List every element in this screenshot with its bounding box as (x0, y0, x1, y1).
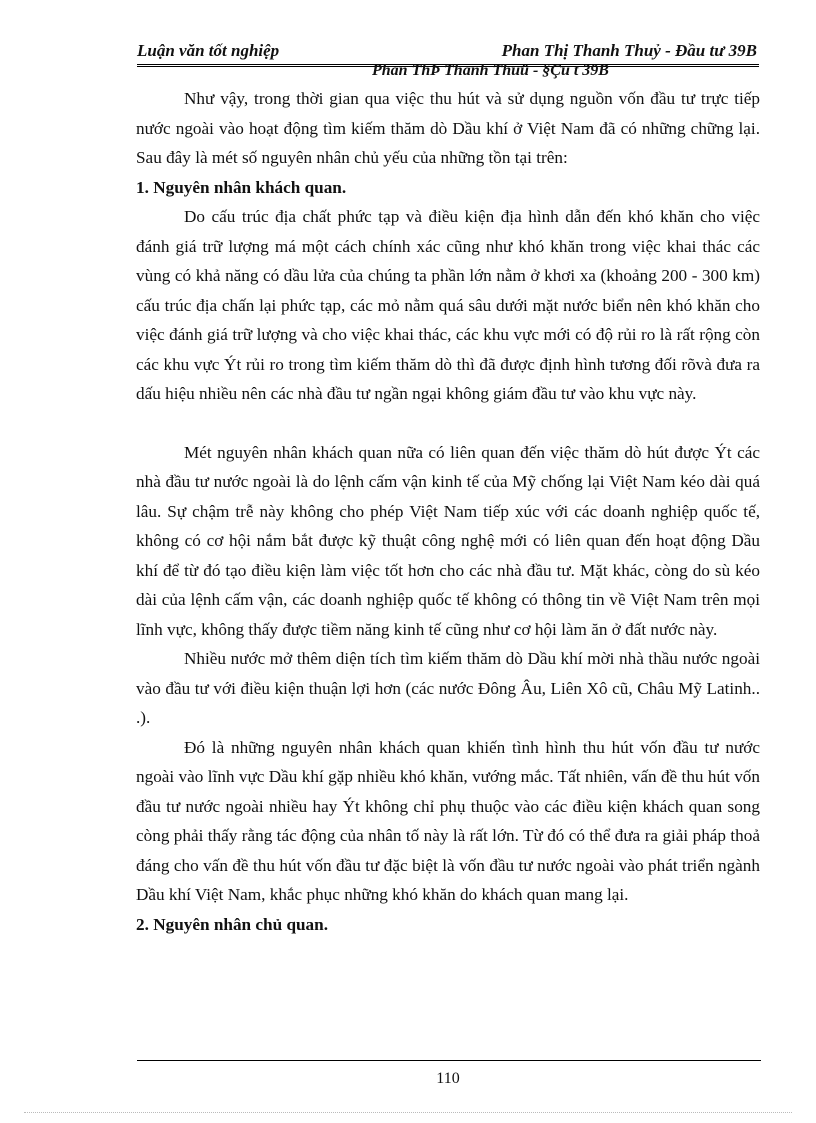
page-body (136, 84, 760, 939)
paragraph-gap (136, 409, 760, 438)
header-author: Phan Thị Thanh Thuỷ - Đầu tư 39B (501, 41, 757, 60)
paragraph-competition: Nhiều nước mở thêm diện tích tìm kiếm thăm dò Dầu khí mời nhà thầu nước ngoài vào đầu tư với điều kiện thuận lợi hơn (các nước Đông Âu, Liên Xô cũ, Châu Mỹ Latinh.. .). (136, 649, 760, 727)
page-number: 110 (436, 1070, 460, 1087)
header-thesis-title: Luận văn tốt nghiệp (137, 41, 280, 60)
paragraph-geology: Do cấu trúc địa chất phức tạp và điều kiện địa hình dẫn đến khó khăn cho việc đánh giá trữ lượng má một cách chính xác cũng như khó khăn trong việc khai thác các vùng có khả năng có dầu lửa của chúng ta phần lớn nằm ở khơi xa (khoảng 200 - 300 km) cấu trúc địa chấn lại phức tạp, các mỏ nằm quá sâu dưới mặt nước biển nên khó khăn cho việc đánh giá trữ lượng và cho việc khai thác, các khu vực mới có độ rủi ro là rất rộng còn các khu vực Ýt rủi ro trong tìm kiếm thăm dò thì đã được định hình tương đối rõvà đưa ra dấu hiệu nhiều nên các nhà đầu tư ngần ngại không giám đầu tư vào khu vực này. (136, 207, 760, 403)
section-heading-subjective: 2. Nguyên nhân chủ quan. (136, 914, 329, 934)
footer-rule (137, 1060, 761, 1061)
section-heading-objective: 1. Nguyên nhân khách quan. (136, 177, 347, 197)
page-edge-dots (24, 1112, 792, 1113)
header-author-garbled: Phan ThÞ Thanh Thuü - §Çu t 39B (372, 62, 609, 79)
paragraph-embargo: Mét nguyên nhân khách quan nữa có liên quan đến việc thăm dò hút được Ýt các nhà đầu tư nước ngoài là do lệnh cấm vận kinh tế của Mỹ chống lại Việt Nam kéo dài quá lâu. Sự chậm trễ này không cho phép Việt Nam tiếp xúc với các doanh nghiệp quốc tế, không có cơ hội nắm bắt được kỹ thuật công nghệ mới có liên quan đến hoạt động Dầu khí để từ đó tạo điều kiện làm việc tốt hơn cho các nhà đầu tư. Mặt khác, còng do sù kéo dài của lệnh cấm vận, các doanh nghiệp quốc tế không có thông tin về Việt Nam trên mọi lĩnh vực, không thấy được tiềm năng kinh tế cũng như cơ hội làm ăn ở đất nước này. (136, 442, 760, 639)
paragraph-intro: Như vậy, trong thời gian qua việc thu hút và sử dụng nguồn vốn đầu tư trực tiếp nước ngoài vào hoạt động tìm kiếm thăm dò Dầu khí ở Việt Nam đã có những chững lại. Sau đây là mét số nguyên nhân chủ yếu của những tồn tại trên: (136, 89, 760, 167)
paragraph-conclusion: Đó là những nguyên nhân khách quan khiến tình hình thu hút vốn đầu tư nước ngoài vào lĩnh vực Dầu khí gặp nhiều khó khăn, vướng mắc. Tất nhiên, vấn đề thu hút vốn đầu tư nước ngoài nhiều hay Ýt không chỉ phụ thuộc vào các điều kiện khách quan song còng phải thấy rằng tác động của nhân tố này là rất lớn. Từ đó có thể đưa ra giải pháp thoả đáng cho vấn đề thu hút vốn đầu tư đặc biệt là vốn đầu tư nước ngoài vào phát triển ngành Dầu khí Việt Nam, khắc phục những khó khăn do khách quan mang lại. (136, 737, 760, 904)
